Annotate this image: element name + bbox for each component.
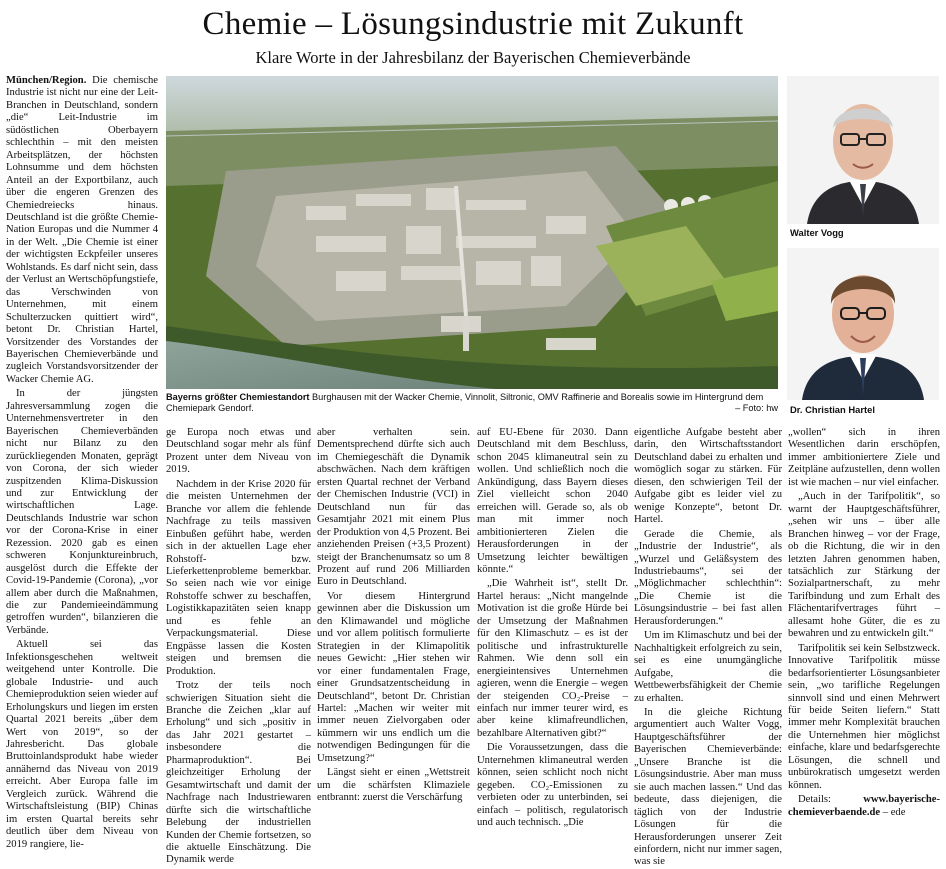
paragraph: eigentliche Aufgabe besteht aber darin, den Wirtschaftsstandort Deutschland dabei zu erhalten und womöglich sogar zu stärken. Für diesen, den schwierigen Teil der Aufgabe gibt es leider viel zu wenige Konzepte“, betont Dr. Hartel. — [634, 427, 782, 526]
portrait-image — [787, 248, 939, 400]
article-column-2 — [166, 427, 311, 867]
paragraph: Trotz der teils noch schwierigen Situation sieht die Branche die Zeichen „klar auf Erholung“ und sich „positiv in das Jahr 2021 gestartet – insbesondere die Pharmaproduktion“. Bei gleichzeitiger Erholung der Gesamtwirtschaft und damit der Nachfrage nach Industriewaren dürfte sich die wirtschaftliche Belebung der industriellen Kunden der Chemie fortsetzen, so die aktuelle Einschätzung. Die Dynamik werde — [166, 680, 311, 866]
article-column-4 — [477, 427, 628, 830]
article-column-3 — [317, 427, 470, 805]
details-label: Details: — [798, 794, 831, 806]
details-line — [788, 794, 940, 819]
article-column-6 — [788, 427, 940, 819]
paragraph: ge Europa noch etwas und Deutschland sogar mehr als fünf Prozent unter dem Niveau von 2019. — [166, 427, 311, 476]
paragraph: Nachdem in der Krise 2020 für die meisten Unternehmen der Branche vor allem die fehlende Nachfrage zu teils massiven Einbußen geführt habe, werden sich in der aktuellen Lage eher Rohstoff- bzw. Lieferkettenprobleme bemerkbar. So seien nach wie vor einige Rohstoffe schwer zu beschaffen, Logistikkapazitäten seien knapp und es fehle an Verpackungsmaterial. Diese Engpässe lassen die Kosten steigen und bremsen die Produktion. — [166, 478, 311, 677]
aerial-photo-burghausen — [166, 76, 778, 389]
photo-caption-title: Bayerns größter Chemiestandort — [166, 392, 310, 402]
paragraph: Die Voraussetzungen, dass die Unternehmen klimaneutral werden können, seien schlicht noch nicht gegeben. CO₂-Emissionen zu verbieten oder zu unterbinden, sei einfach – politisch, regulatorisch und auch technisch. „Die — [477, 742, 628, 829]
article-headline: Chemie – Lösungsindustrie mit Zukunft — [202, 6, 744, 42]
photo-credit: – Foto: hw — [735, 403, 778, 413]
paragraph: In die gleiche Richtung argumentiert auch Walter Vogg, Hauptgeschäftsführer der Bayerischen Chemieverbände: „Unsere Branche ist die Lösungsindustrie. Aber man muss sie auch machen lassen.“ Und das bedeute, dass diejenigen, die täglich von der Industrie Lösungen für die Herausforderungen unserer Zeit einfordern, nicht nur immer sagen, was sie — [634, 706, 782, 868]
paragraph: Gerade die Chemie, als „Industrie der Industrie“, als „Wurzel und Geläßsystem des Industriebaums“, sei der „Möglichmacher schlechthin“: „Die Chemie ist die Lösungsindustrie – bei fast allen Herausforderungen.“ — [634, 528, 782, 627]
details-link[interactable]: www.bayerische-chemieverbaende.de — [788, 794, 940, 818]
photo-caption — [166, 392, 778, 414]
article-subheadline: Klare Worte in der Jahresbilanz der Bayerischen Chemieverbände — [255, 48, 691, 67]
paragraph: Aktuell sei das Infektionsgeschehen weltweit weitgehend unter Kontrolle. Die globale Industrie- und auch Chemieproduktion seien wieder auf Erholungskurs und liegen im ersten Quartal 2021 bereits „über dem Wert von 2019“, so der Jahresbericht. Das globale Bruttoinlandsprodukt habe wieder annähernd das Niveau von 2019 erreicht. Aber Europa falle im Vergleich zurück. Während die Wirtschaftsleistung (BIP) Chinas im ersten Quartal bereits sehr deutlich über dem Niveau von 2019 rangiere, lie- — [6, 639, 158, 850]
paragraph: aber verhalten sein. Dementsprechend dürfte sich auch im Chemiegeschäft die Dynamik abschwächen. Nach dem kräftigen ersten Quartal rechnet der Verband der Chemischen Industrie (VCI) in Deutschland nun für das Gesamtjahr 2021 mit einem Plus der Produktion von 4,5 Prozent. Bei anziehenden Preisen (+3,5 Prozent) steigt der Branchenumsatz so um 8 Prozent auf rund 206 Milliarden Euro in Deutschland. — [317, 427, 470, 588]
paragraph: „Auch in der Tarifpolitik“, so warnt der Hauptgeschäftsführer, „sehen wir uns – über alle Branchen hinweg – vor der Frage, ob die Richtung, die wir in den letzten Jahren genommen haben, tatsächlich zur Stärkung der Sozialpartnerschaft, zu mehr Tarifbindung und zum Erhalt des Flächentarifvertrages führt – allesamt hohe Güter, die es zu bewahren und zu entwickeln gilt.“ — [788, 491, 940, 640]
portrait-walter-vogg — [787, 76, 939, 224]
portrait-image — [787, 76, 939, 224]
portrait-caption-hartel: Dr. Christian Hartel — [790, 404, 875, 415]
portrait-caption-vogg: Walter Vogg — [790, 227, 844, 238]
lead-paragraph — [6, 75, 158, 386]
paragraph: Längst sieht er einen „Wettstreit um die schärfsten Klimaziele entbrannt: zuerst die Verschärfung — [317, 767, 470, 804]
paragraph: „Die Wahrheit ist“, stellt Dr. Hartel heraus: „Nicht mangelnde Motivation ist die große Hürde bei der Umsetzung der Maßnahmen für den Klimaschutz – es ist der politische und infrastrukturelle Rahmen. Wie denn soll ein energieintensives Unternehmen agieren, wenn die Energie – wegen der steigenden CO₂-Preise – einfach nur immer teurer wird, es aber keine klimafreundlichen, bezahlbare Alternativen gibt?“ — [477, 578, 628, 739]
lead-text: Die chemische Industrie ist nicht nur eine der Leit-Branchen in Deutschland, sondern „die“ Leit-Industrie im südöstlichen Oberbayern schlechthin – mit den meisten Arbeitsplätzen, der höchsten Lohnsumme und dem höchsten Anteil an der Exportbilanz, auch über die engeren Grenzen des Chemiedreiecks hinaus. Deutschland ist die größte Chemie-Nation Europas und die Nummer 4 in der Welt. „Die Chemie ist einer der wichtigsten Eckpfeiler unseres Wohlstands. Es darf nicht sein, dass der Verlust an Wertschöpfungstiefe, das Verschwinden von Unternehmen, mit einem Schulterzucken quittiert wird“, betont Dr. Christian Hartel, Vorsitzender des Vorstandes der Bayerischen Chemieverbände und zugleich Vorstandsvorsitzender der Wacker Chemie AG. — [6, 75, 158, 385]
paragraph: Tarifpolitik sei kein Selbstzweck. Innovative Tarifpolitik müsse bedarfsorientierter Lösungsanbieter sein, „wo tarifliche Regelungen sinnvoll sind und einen Mehrwert für beide Seiten liefern.“ Statt immer mehr Komplexität brauchen die Unternehmen hier möglichst einfache, klare und bedarfsgerechte Lösungen, die schnell und unbürokratisch umgesetzt werden können. — [788, 642, 940, 791]
dateline: München/Region. — [6, 75, 87, 86]
paragraph: „wollen“ sich in ihren Wesentlichen darin erschöpfen, immer ambitioniertere Ziele und Zeitpläne aufzustellen, denn wollen ist wie machen – nur viel einfacher. — [788, 427, 940, 488]
paragraph: Um im Klimaschutz und bei der Nachhaltigkeit erfolgreich zu sein, sei es eine unumgängliche Aufgabe, die Wettbewerbsfähigkeit der Chemie zu erhalten. — [634, 630, 782, 704]
paragraph: Vor diesem Hintergrund gewinnen aber die Diskussion um den Klimawandel und mögliche und vor allem politisch formulierte Strategien in der Klimapolitik neues Gewicht: „Hier stehen wir vor einer fundamentalen Frage, einer Grundsatzentscheidung in Deutschland“, betont Dr. Christian Hartel: „Machen wir weiter mit immer neuen Zielvorgaben oder kümmern wir uns endlich um die notwendigen Bedingungen für die Umsetzung?“ — [317, 590, 470, 764]
paragraph: auf EU-Ebene für 2030. Dann Deutschland mit dem Beschluss, schon 2045 klimaneutral sein zu wollen. Und schließlich noch die Ankündigung, dass Bayern dieses Ziel vielleicht schon 2040 erreichen will. Gerade so, als ob man mit immer noch ambitionierteren Zielen die Herausforderungen in der Umsetzung leichter bewältigen könnte.“ — [477, 427, 628, 575]
aerial-industrial-site-image — [166, 76, 778, 389]
photo-caption-text: Burghausen mit der Wacker Chemie, Vinnolit, Siltronic, OMV Raffinerie and Borealis sowie im Hintergrund dem Chemiepark Gendorf. — [166, 392, 764, 413]
article-column-5 — [634, 427, 782, 869]
portrait-christian-hartel — [787, 248, 939, 400]
paragraph: In der jüngsten Jahresversammlung zogen die Unternehmensvertreter in den Bayerischen Chemieverbänden nicht nur Bilanz zu den zurückliegenden Monaten, geprägt von Corona, der sich wieder zuspitzenden Klima-Diskussion und zur Entwicklung der wirtschaftlichen Lage. Deutschlands Industrie war schon vor der Corona-Krise in einer Rezession. 2020 gab es einen schweren Konjunktureinbruch, ausgelöst durch die Effekte der Covid-19-Pandemie (Corona), „vor allem aber durch die Maßnahmen, die zur Pandemieeindämmung getroffen wurden“, bilanzieren die Verbände. — [6, 388, 158, 636]
author-tag: – ede — [882, 806, 906, 818]
article-column-1 — [6, 75, 158, 851]
